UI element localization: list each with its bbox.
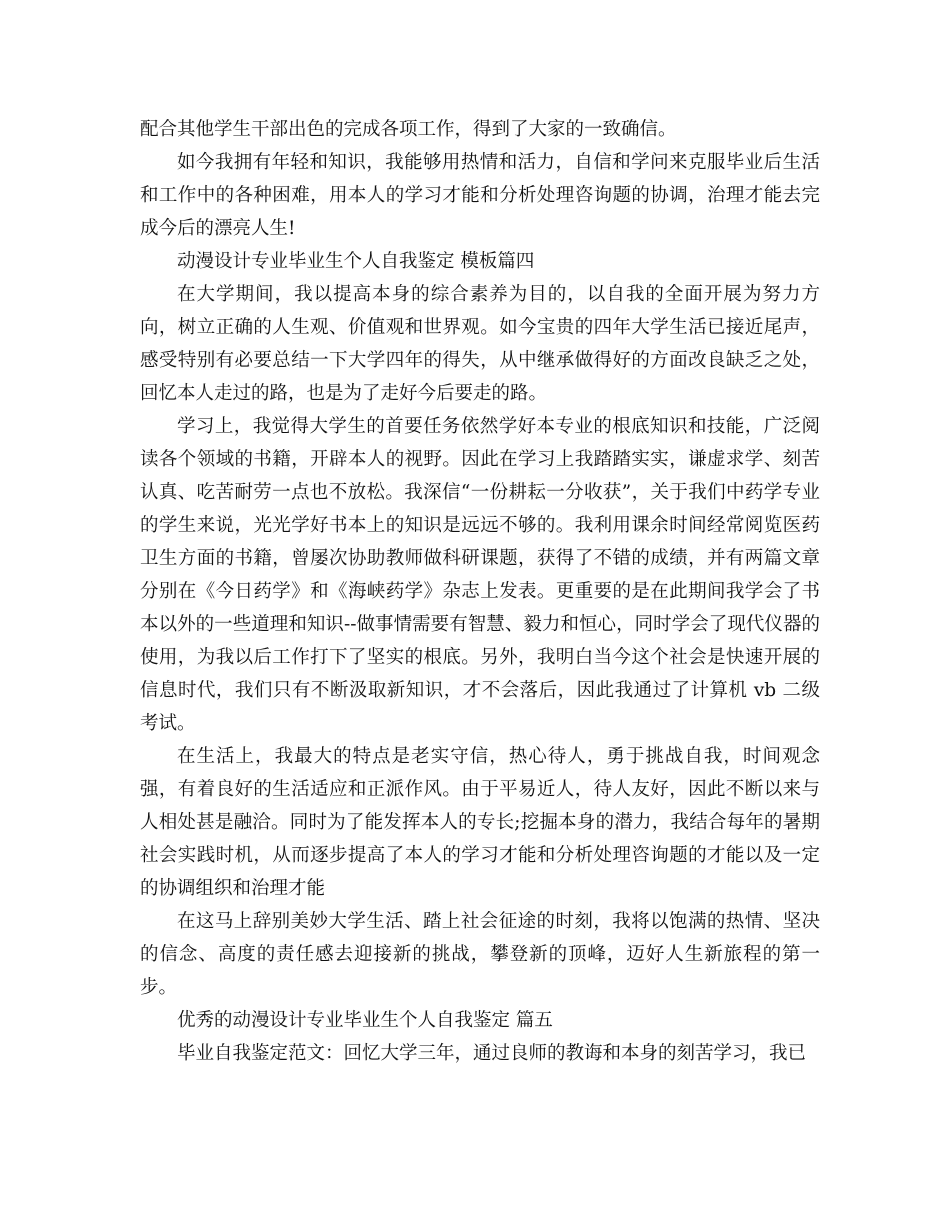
- paragraph-continuation: 配合其他学生干部出色的完成各项工作，得到了大家的一致确信。: [140, 119, 677, 140]
- paragraph-life: 在生活上，我最大的特点是老实守信，热心待人，勇于挑战自我，时间观念强，有着良好的生活适应和正派作风。由于平易近人，待人友好，因此不断以来与人相处甚是融洽。同时为了能发挥本人的专长;挖掘本身的潜力，我结合每年的暑期社会实践时机，从而逐步提高了本人的学习才能和分析处理咨询题的才能以及一定的协调组织和治理才能: [140, 746, 820, 899]
- section-heading-part-five: 优秀的动漫设计专业毕业生个人自我鉴定 篇五: [177, 1010, 553, 1031]
- paragraph-sample-start: 毕业自我鉴定范文：回忆大学三年，通过良师的教诲和本身的刻苦学习，我已: [177, 1043, 807, 1064]
- paragraph-university-period: 在大学期间，我以提高本身的综合素养为目的，以自我的全面开展为努力方向，树立正确的人生观、价值观和世界观。如今宝贵的四年大学生活已接近尾声，感受特别有必要总结一下大学四年的得失，从中继承做得好的方面改良缺乏之处，回忆本人走过的路，也是为了走好今后要走的路。: [140, 284, 820, 404]
- paragraph-confidence: 如今我拥有年轻和知识，我能够用热情和活力，自信和学问来克服毕业后生活和工作中的各种困难，用本人的学习才能和分析处理咨询题的协调，治理才能去完成今后的漂亮人生!: [140, 152, 820, 239]
- document-body: [140, 113, 820, 1070]
- paragraph-study: 学习上，我觉得大学生的首要任务依然学好本专业的根底知识和技能，广泛阅读各个领域的书籍，开辟本人的视野。因此在学习上我踏踏实实，谦虚求学、刻苦认真、吃苦耐劳一点也不放松。我深信“一份耕耘一分收获”，关于我们中药学专业的学生来说，光光学好书本上的知识是远远不够的。我利用课余时间经常阅览医药卫生方面的书籍，曾屡次协助教师做科研课题，获得了不错的成绩，并有两篇文章分别在《今日药学》和《海峡药学》杂志上发表。更重要的是在此期间我学会了书本以外的一些道理和知识--做事情需要有智慧、毅力和恒心，同时学会了现代仪器的使用，为我以后工作打下了坚实的根底。另外，我明白当今这个社会是快速开展的信息时代，我们只有不断汲取新知识，才不会落后，因此我通过了计算机 vb 二级考试。: [140, 416, 820, 734]
- paragraph-farewell: 在这马上辞别美妙大学生活、踏上社会征途的时刻，我将以饱满的热情、坚决的信念、高度的责任感去迎接新的挑战，攀登新的顶峰，迈好人生新旅程的第一步。: [140, 911, 820, 998]
- section-heading-part-four: 动漫设计专业毕业生个人自我鉴定 模板篇四: [177, 251, 535, 272]
